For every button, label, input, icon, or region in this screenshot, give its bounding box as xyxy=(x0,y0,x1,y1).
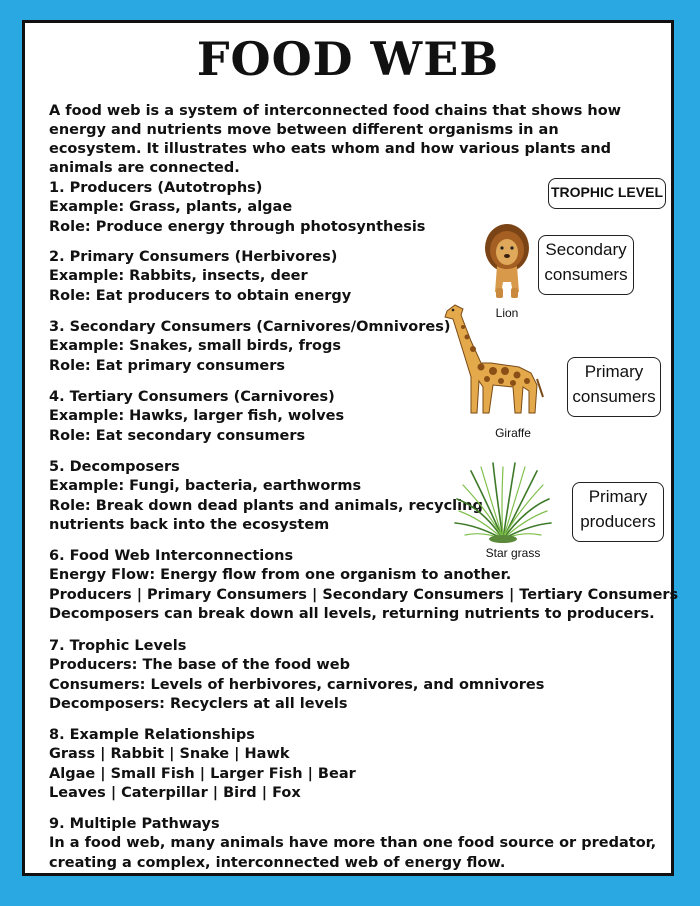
section-line: Consumers: Levels of herbivores, carnivores, and omnivores xyxy=(49,676,545,693)
tag-line: producers xyxy=(580,512,656,531)
section-heading: 2. Primary Consumers (Herbivores) xyxy=(49,249,338,265)
section-line: Producers: The base of the food web xyxy=(49,657,350,674)
section-primary-consumers xyxy=(49,248,351,306)
section-line: creating a complex, interconnected web of energy flow. xyxy=(49,854,506,871)
grass-icon xyxy=(453,459,553,547)
section-heading: 9. Multiple Pathways xyxy=(49,816,220,832)
section-interconnections xyxy=(49,547,678,625)
section-secondary-consumers xyxy=(49,318,450,376)
section-line: Example: Rabbits, insects, deer xyxy=(49,268,308,285)
trophic-level-label: TROPHIC LEVEL xyxy=(548,178,666,209)
section-tertiary-consumers xyxy=(49,388,344,446)
tag-secondary-consumers xyxy=(538,235,634,295)
tag-line: Primary xyxy=(584,362,644,381)
section-line: Grass | Rabbit | Snake | Hawk xyxy=(49,746,290,763)
section-decomposers xyxy=(49,458,483,536)
section-line: Decomposers can break down all levels, returning nutrients to producers. xyxy=(49,606,655,623)
giraffe-caption: Giraffe xyxy=(495,426,531,440)
section-line: Example: Hawks, larger fish, wolves xyxy=(49,408,345,425)
section-heading: 3. Secondary Consumers (Carnivores/Omnivores) xyxy=(49,319,451,335)
section-line: Role: Eat producers to obtain energy xyxy=(49,287,352,304)
section-heading: 5. Decomposers xyxy=(49,459,180,475)
section-line: Decomposers: Recyclers at all levels xyxy=(49,696,348,713)
lion-icon xyxy=(479,222,535,302)
section-line: Producers | Primary Consumers | Secondary Consumers | Tertiary Consumers xyxy=(49,586,679,603)
section-heading: 7. Trophic Levels xyxy=(49,638,187,654)
section-line: Example: Fungi, bacteria, earthworms xyxy=(49,478,362,495)
section-line: Leaves | Caterpillar | Bird | Fox xyxy=(49,785,301,802)
giraffe-icon xyxy=(441,301,545,417)
worksheet xyxy=(22,20,679,876)
section-line: Role: Eat secondary consumers xyxy=(49,427,306,444)
section-line: Example: Grass, plants, algae xyxy=(49,199,293,216)
section-multiple-pathways xyxy=(49,815,656,873)
tag-primary-producers xyxy=(572,482,664,542)
section-line: Algae | Small Fish | Larger Fish | Bear xyxy=(49,765,356,782)
section-line: Role: Break down dead plants and animals, recycling xyxy=(49,497,483,514)
section-heading: 6. Food Web Interconnections xyxy=(49,548,294,564)
tag-line: Secondary xyxy=(545,240,627,259)
section-line: Role: Produce energy through photosynthesis xyxy=(49,218,426,235)
section-heading: 1. Producers (Autotrophs) xyxy=(49,180,263,196)
section-line: nutrients back into the ecosystem xyxy=(49,517,330,534)
tag-line: consumers xyxy=(572,387,656,406)
grass-caption: Star grass xyxy=(485,546,541,560)
tag-line: Primary xyxy=(588,487,648,506)
intro-paragraph: A food web is a system of interconnected food chains that shows how energy and nutrients move between different organisms in an ecosystem. It illustrates who eats whom and how various plants and animals are connected. xyxy=(49,103,622,176)
section-trophic-levels xyxy=(49,637,544,715)
section-example-relationships xyxy=(49,726,356,804)
section-producers xyxy=(49,179,425,237)
tag-primary-consumers xyxy=(567,357,661,417)
section-line: Role: Eat primary consumers xyxy=(49,357,286,374)
page-title: FOOD WEB xyxy=(196,32,500,86)
section-line: Energy Flow: Energy flow from one organism to another. xyxy=(49,567,512,584)
section-line: In a food web, many animals have more than one food source or predator, xyxy=(49,835,657,852)
section-heading: 8. Example Relationships xyxy=(49,727,255,743)
section-heading: 4. Tertiary Consumers (Carnivores) xyxy=(49,389,335,405)
lion-caption: Lion xyxy=(495,306,519,320)
section-line: Example: Snakes, small birds, frogs xyxy=(49,338,342,355)
tag-line: consumers xyxy=(544,265,628,284)
